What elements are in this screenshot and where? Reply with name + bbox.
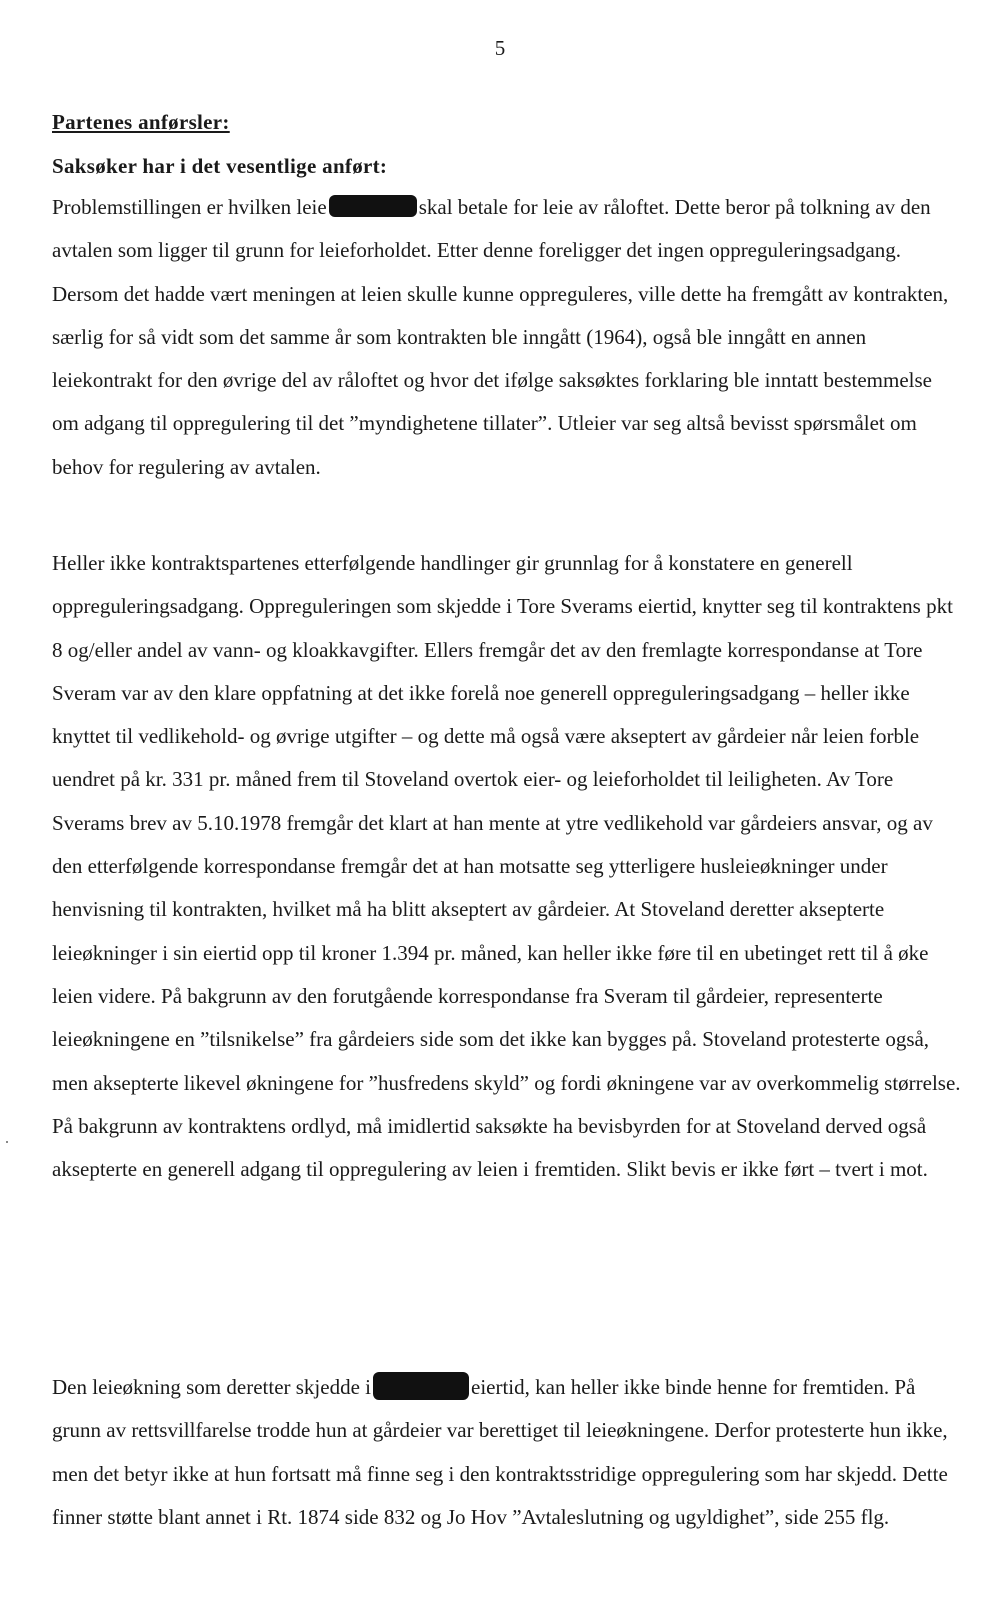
paragraph-2: Heller ikke kontraktspartenes etterfølgende handlinger gir grunnlag for å konstatere en generell oppreguleringsadgang. Oppreguleringen som skjedde i Tore Sverams eiertid, knytter seg til kontraktens pkt 8 og/eller andel av vann- og kloakkavgifter. Ellers fremgår det av den fremlagte korrespondanse at Tore Sveram var av den klare oppfatning at det ikke forelå noe generell oppreguleringsadgang – heller ikke knyttet til vedlikehold- og øvrige utgifter – og dette må også være akseptert av gårdeier når leien forble uendret på kr. 331 pr. måned frem til Stoveland overtok eier- og leieforholdet til leiligheten. Av Tore Sverams brev av 5.10.1978 fremgår det klart at han mente at ytre vedlikehold var gårdeiers ansvar, og av den etterfølgende korrespondanse fremgår det at han motsatte seg ytterligere husleieøkninger under henvisning til kontrakten, hvilket må ha blitt akseptert av gårdeier. At Stoveland deretter aksepterte leieøkninger i sin eiertid opp til kroner 1.394 pr. måned, kan heller ikke føre til en ubetinget rett til å øke leien videre. På bakgrunn av den forutgående korrespondanse fra Sveram til gårdeier, representerte leieøkningene en ”tilsnikelse” fra gårdeiers side som det ikke kan bygges på. Stoveland protesterte også, men aksepterte likevel økningene for ”husfredens skyld” og fordi økningene var av overkommelig størrelse. På bakgrunn av kontraktens ordlyd, må imidlertid saksøkte ha bevisbyrden for at Stoveland derved også aksepterte en generell adgang til oppregulering av leien i fremtiden. Slikt bevis er ikke ført – tvert i mot. (52, 551, 961, 1182)
paragraph-3-rest: eiertid, kan heller ikke binde henne for fremtiden. På grunn av rettsvillfarelse trodde hun at gårdeier var berettiget til leieøkningene. Derfor protesterte hun ikke, men det betyr ikke at hun fortsatt må finne seg i den kontraktsstridige oppregulering som har skjedd. Dette finner støtte blant annet i Rt. 1874 side 832 og Jo Hov ”Avtaleslutning og ugyldighet”, side 255 flg. (52, 1375, 948, 1529)
redaction-mark (329, 195, 417, 217)
paragraph-3 (52, 1366, 962, 1539)
scan-speck (6, 1141, 8, 1143)
paragraph-3-start: Den leieøkning som deretter skjedde i (52, 1375, 371, 1399)
section-heading: Partenes anførsler: (52, 110, 230, 134)
paragraph-1 (52, 186, 962, 489)
redaction-mark (373, 1372, 469, 1400)
paragraph-1-start: Problemstillingen er hvilken leie (52, 195, 327, 219)
sub-heading: Saksøker har i det vesentlige anført: (52, 154, 388, 178)
paragraph-1-rest: skal betale for leie av råloftet. Dette beror på tolkning av den avtalen som ligger til grunn for leieforholdet. Etter denne foreligger det ingen oppreguleringsadgang. Dersom det hadde vært meningen at leien skulle kunne oppreguleres, ville dette ha fremgått av kontrakten, særlig for så vidt som det samme år som kontrakten ble inngått (1964), også ble inngått en annen leiekontrakt for den øvrige del av råloftet og hvor det ifølge saksøktes forklaring ble inntatt bestemmelse om adgang til oppregulering til det ”myndighetene tillater”. Utleier var seg altså bevisst spørsmålet om behov for regulering av avtalen. (52, 195, 949, 479)
page-number: 5 (494, 36, 506, 60)
